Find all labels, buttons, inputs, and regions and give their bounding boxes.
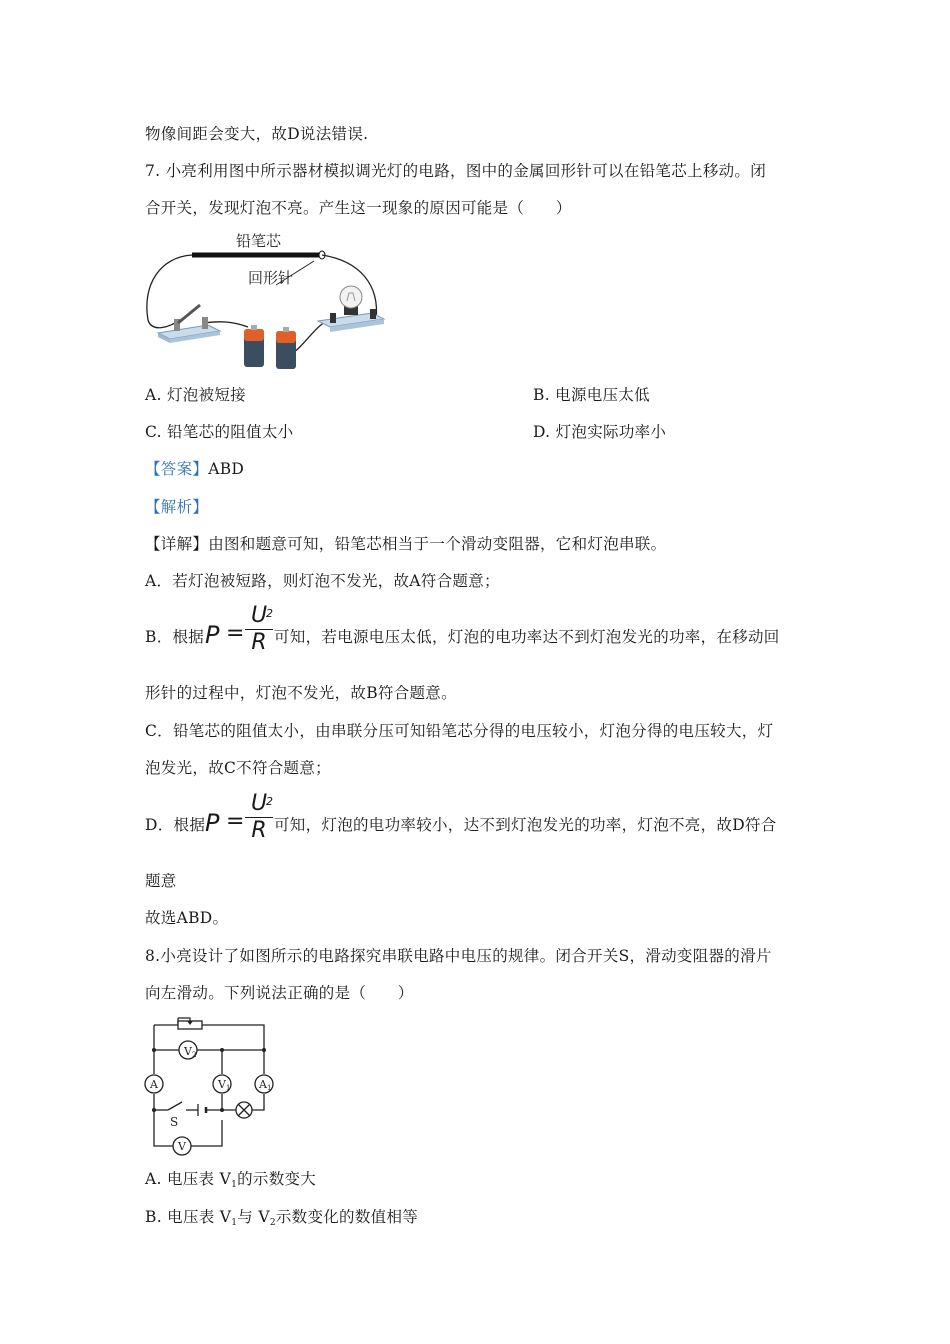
formula-d-fraction — [245, 792, 273, 843]
formula-d-u: U — [250, 791, 268, 816]
solution-d-line2: 题意 — [145, 872, 177, 890]
solution-c-line1: C．铅笔芯的阻值太小，由串联分压可知铅笔芯分得的电压较小，灯泡分得的电压较大，灯 — [145, 722, 774, 740]
solution-a: A．若灯泡被短路，则灯泡不发光，故A符合题意； — [145, 572, 500, 590]
solution-d-suffix: 可知，灯泡的电功率较小，达不到灯泡发光的功率，灯泡不亮，故D符合 — [274, 816, 777, 834]
formula-b-eq: = — [226, 621, 245, 646]
formula-b-exp: 2 — [266, 607, 274, 620]
switch-terminal-2 — [202, 317, 208, 329]
solution-c-line2: 泡发光，故C不符合题意； — [145, 759, 331, 777]
choose-line: 故选ABD。 — [145, 909, 229, 927]
question-8-line1: 8.小亮设计了如图所示的电路探究串联电路中电压的规律。闭合开关S，滑动变阻器的滑片 — [145, 947, 772, 965]
switch-blade — [168, 1102, 182, 1110]
q8-option-b: B. 电压表 $V_1$与 $V_2$示数变化的数值相等 — [145, 1208, 419, 1228]
node-left — [152, 1108, 156, 1112]
text-line-prev: 物像间距会变大，故D说法错误. — [145, 125, 369, 143]
battery-2-cap — [283, 327, 289, 332]
node-right-top — [262, 1048, 266, 1052]
v-label: V — [178, 1140, 186, 1153]
label-paper-clip: 回形针 — [248, 269, 294, 287]
answer-value: ABD — [208, 460, 245, 478]
node-left-top — [152, 1048, 156, 1052]
switch-lever — [178, 305, 200, 323]
formula-b-fraction — [245, 604, 273, 655]
battery-1-top — [244, 329, 264, 341]
wire-v-right — [190, 1120, 222, 1146]
node-mid-top — [220, 1048, 224, 1052]
solution-b-line2: 形针的过程中，灯泡不发光，故B符合题意。 — [145, 684, 457, 702]
lamp-terminal-2 — [370, 309, 376, 319]
formula-d-p: P — [205, 809, 220, 837]
solution-d-prefix: D．根据 — [145, 816, 206, 834]
formula-b-r: R — [251, 630, 267, 655]
v2-label: V2 — [184, 1045, 197, 1059]
solution-b-prefix: B．根据 — [145, 628, 205, 646]
battery-1-cap — [251, 325, 257, 330]
detail-line: 【详解】由图和题意可知，铅笔芯相当于一个滑动变阻器，它和灯泡串联。 — [145, 535, 667, 553]
label-pencil-lead: 铅笔芯 — [236, 232, 282, 250]
node-mid-bottom — [220, 1108, 224, 1112]
battery-2-top — [276, 331, 296, 343]
switch-label: S — [170, 1115, 179, 1129]
solution-b-suffix: 可知，若电源电压太低，灯泡的电功率达不到灯泡发光的功率，在移动回 — [274, 628, 780, 646]
question-7-line1: 7. 小亮利用图中所示器材模拟调光灯的电路，图中的金属回形针可以在铅笔芯上移动。闭 — [145, 162, 767, 180]
q7-option-b: B. 电源电压太低 — [533, 386, 650, 404]
a-label: A — [150, 1078, 158, 1091]
formula-d-eq: = — [226, 809, 245, 834]
formula-b-u: U — [250, 603, 268, 628]
wire-lamp-a1 — [252, 1094, 264, 1110]
question-8-line2: 向左滑动。下列说法正确的是（ ） — [145, 984, 414, 1002]
figure-series-circuit — [140, 1010, 280, 1160]
bulb-icon — [340, 286, 362, 308]
a1-label: A1 — [259, 1078, 272, 1092]
v1-label: V1 — [218, 1078, 231, 1092]
q7-option-a: A. 灯泡被短接 — [145, 386, 246, 404]
wire-top-right — [202, 1025, 264, 1068]
analysis-tag: 【解析】 — [145, 498, 209, 516]
q7-option-c: C. 铅笔芯的阻值太小 — [145, 423, 294, 441]
figure-dimmer-circuit — [140, 225, 400, 375]
lamp-terminal-1 — [330, 313, 336, 323]
formula-b-p: P — [205, 621, 220, 649]
answer-line — [145, 458, 244, 480]
answer-tag: 【答案】 — [145, 460, 209, 478]
formula-d-exp: 2 — [266, 795, 274, 808]
question-7-line2: 合开关，发现灯泡不亮。产生这一现象的原因可能是（ ） — [145, 199, 572, 217]
q8-option-a: A. 电压表 $V_1$的示数变大 — [145, 1170, 317, 1190]
q7-option-d: D. 灯泡实际功率小 — [533, 423, 667, 441]
formula-d-r: R — [251, 818, 267, 843]
